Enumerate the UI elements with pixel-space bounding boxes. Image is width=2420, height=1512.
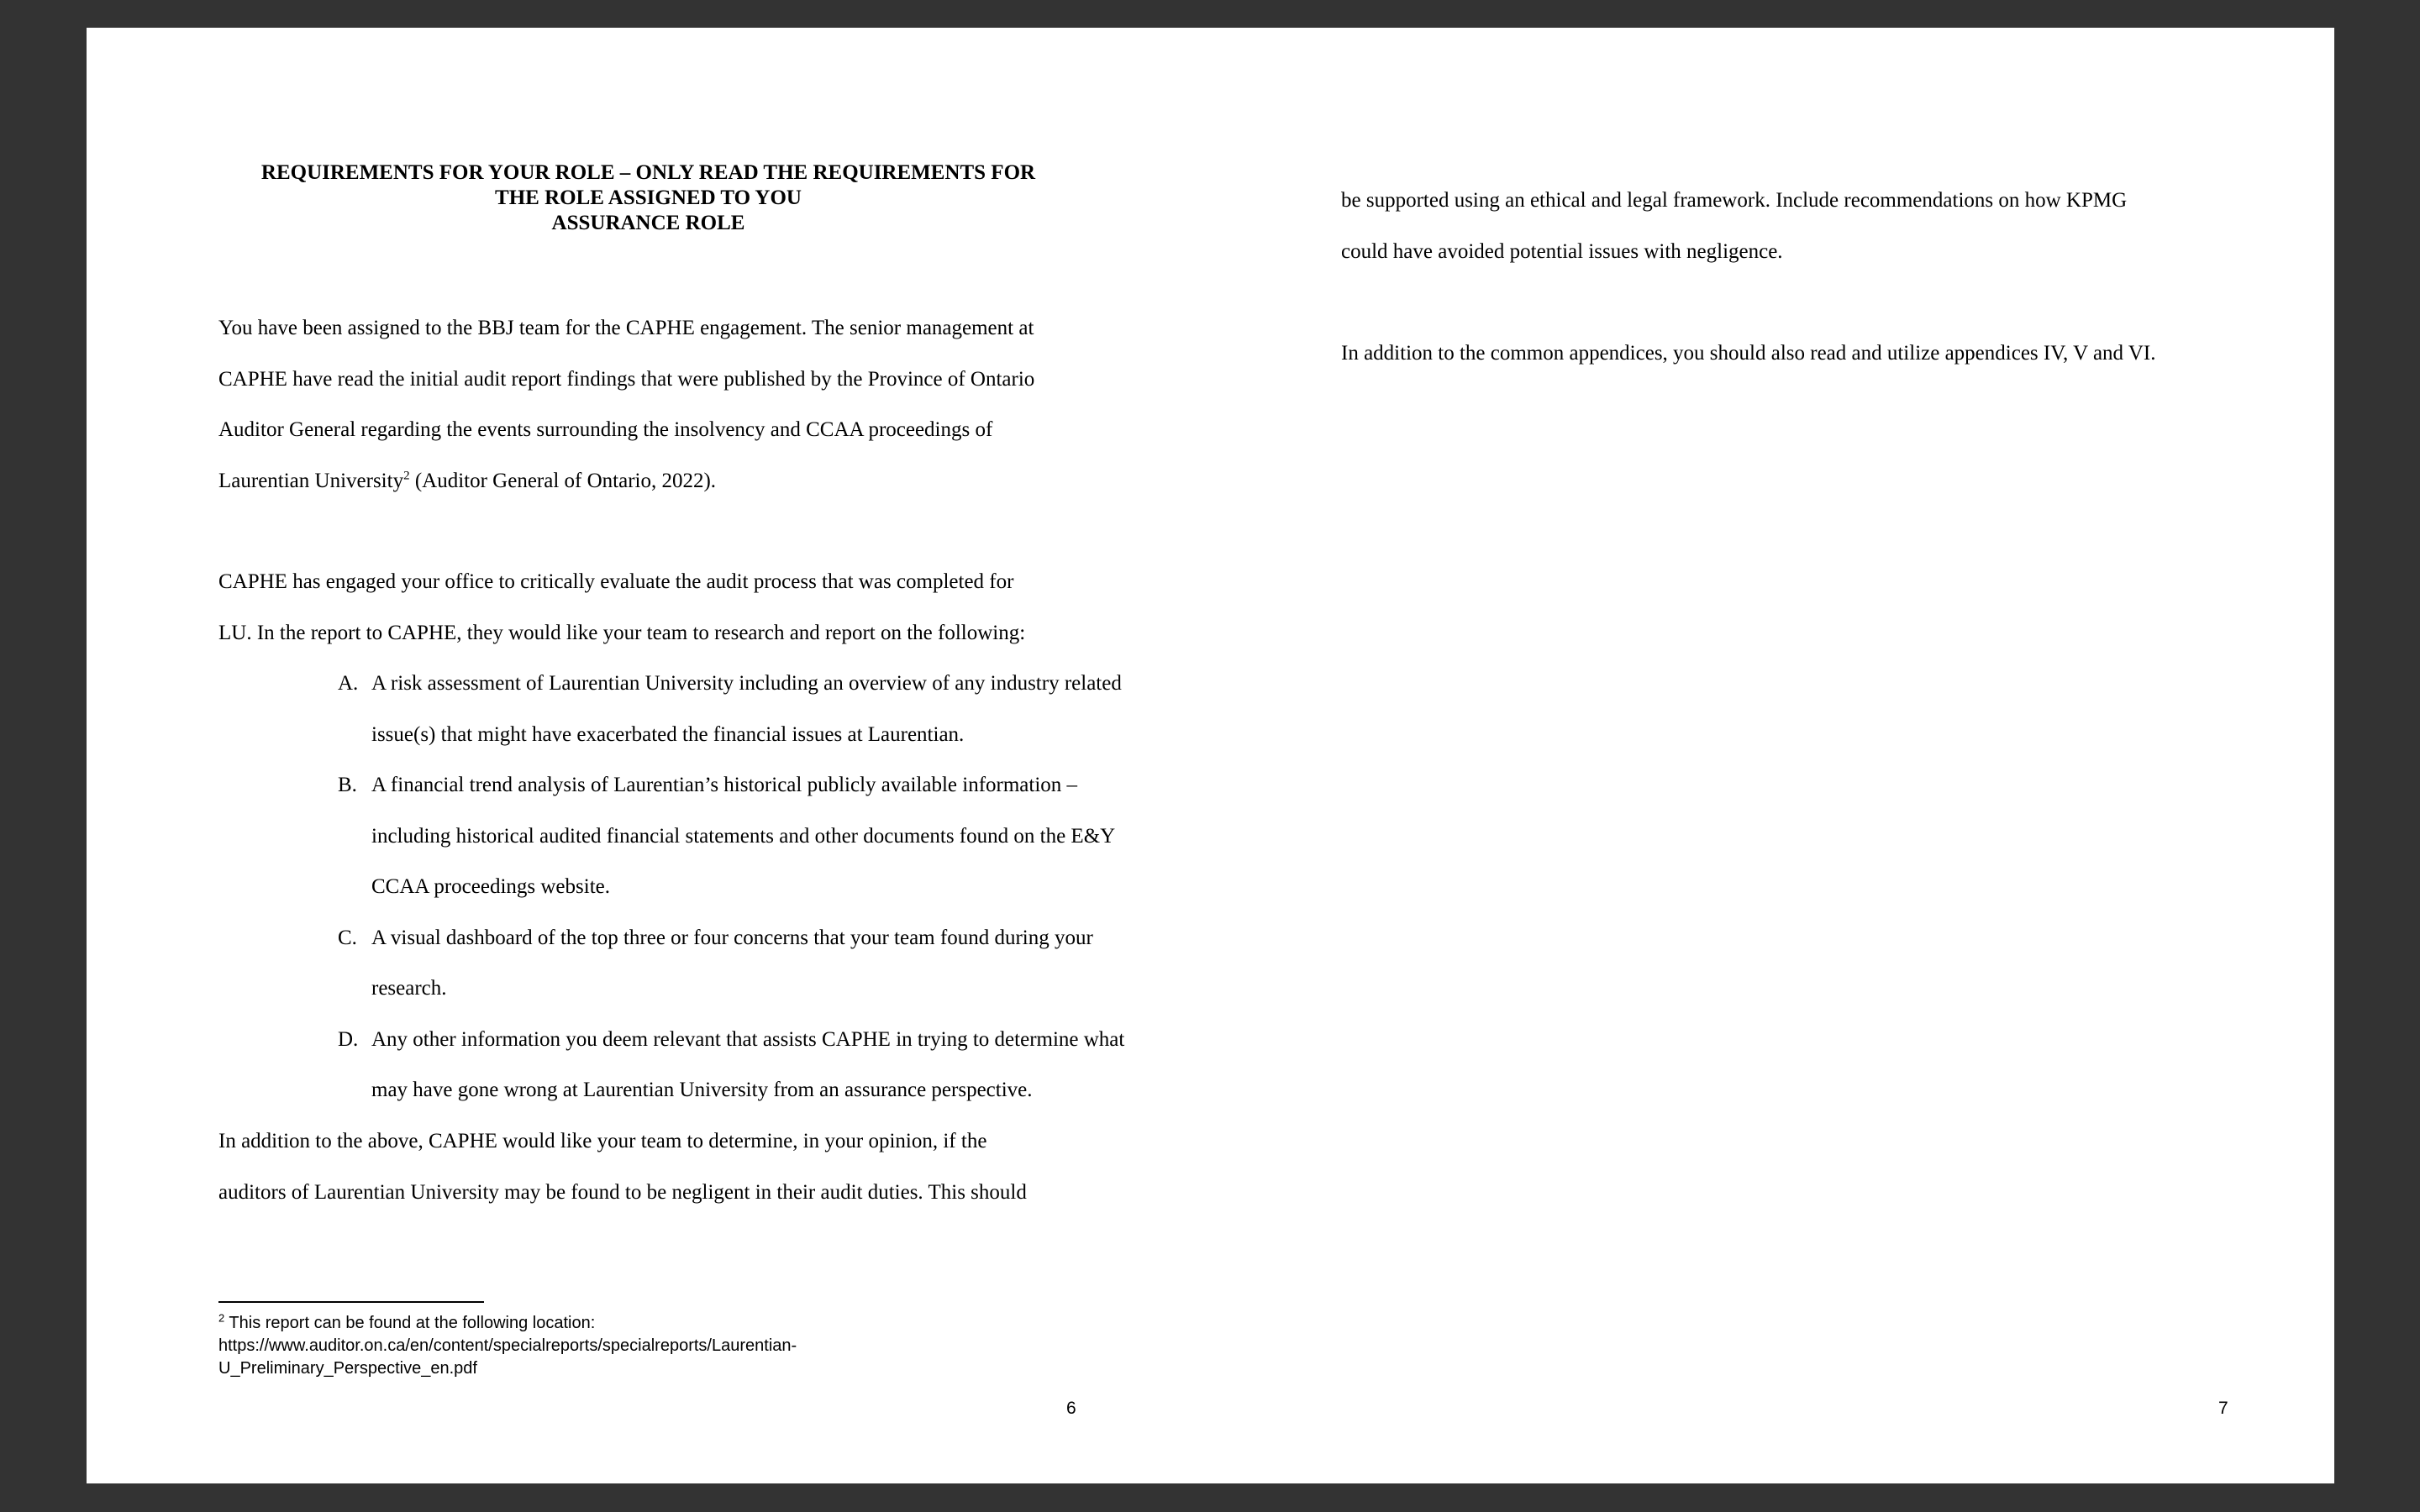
paragraph-negligence xyxy=(218,1116,1176,1218)
text-line: Auditor General regarding the events surrounding the insolvency and CCAA proceedings of xyxy=(218,418,993,441)
page-number: 7 xyxy=(2218,1399,2228,1418)
list-item-text xyxy=(371,1015,1176,1116)
document-spread xyxy=(87,28,2334,1483)
text-line: could have avoided potential issues with negligence. xyxy=(1341,239,1783,263)
text-line: You have been assigned to the BBJ team for the CAPHE engagement. The senior management at xyxy=(218,317,1034,339)
text-line: In addition to the common appendices, you should also read and utilize appendices IV, V and VI. xyxy=(1341,342,2156,365)
text-line: A risk assessment of Laurentian University including an overview of any industry related xyxy=(371,672,1122,695)
list-marker: D. xyxy=(338,1027,359,1051)
list-item xyxy=(218,659,1176,760)
paragraph-continuation xyxy=(1341,176,2299,277)
list-item xyxy=(218,760,1176,913)
text-line: In addition to the above, CAPHE would like your team to determine, in your opinion, if the xyxy=(218,1130,987,1152)
footnote-separator xyxy=(218,1301,484,1303)
text-line: be supported using an ethical and legal framework. Include recommendations on how KPMG xyxy=(1341,189,2128,212)
list-marker: A. xyxy=(338,672,359,695)
list-marker: B. xyxy=(338,774,357,796)
text-line: A visual dashboard of the top three or four concerns that your team found during your xyxy=(371,926,1093,949)
page-6 xyxy=(87,28,1210,1483)
footnote xyxy=(218,1312,975,1380)
text-line: LU. In the report to CAPHE, they would like your team to research and report on the following: xyxy=(218,621,1026,644)
text-line: including historical audited financial statements and other documents found on the E&Y xyxy=(371,824,1116,848)
list-item-text xyxy=(371,913,1176,1015)
text-line: research. xyxy=(371,977,447,1000)
list-item xyxy=(218,1015,1176,1116)
heading-line-3: ASSURANCE ROLE xyxy=(551,212,745,234)
footnote-url-line: U_Preliminary_Perspective_en.pdf xyxy=(218,1359,477,1378)
text-line: CCAA proceedings website. xyxy=(371,875,610,898)
list-item xyxy=(218,913,1176,1015)
text-line: CAPHE has engaged your office to critically evaluate the audit process that was completed for xyxy=(218,570,1014,593)
page-number: 6 xyxy=(1066,1399,1076,1418)
text-line: Any other information you deem relevant that assists CAPHE in trying to determine what xyxy=(371,1027,1125,1051)
paragraph-assignment xyxy=(218,303,1176,507)
heading-line-2: THE ROLE ASSIGNED TO YOU xyxy=(495,186,802,209)
requirements-list xyxy=(218,659,1176,1116)
paragraph-appendices xyxy=(1341,328,2316,380)
text-line: CAPHE have read the initial audit report findings that were published by the Province of Ontario xyxy=(218,367,1035,391)
list-marker: C. xyxy=(338,926,357,949)
heading-line-1: REQUIREMENTS FOR YOUR ROLE – ONLY READ THE REQUIREMENTS FOR xyxy=(260,161,1036,184)
list-item-text xyxy=(371,659,1176,760)
text-line: may have gone wrong at Laurentian University from an assurance perspective. xyxy=(371,1079,1033,1101)
text-line xyxy=(218,456,1176,507)
footnote-reference: 2 xyxy=(403,469,410,483)
paragraph-engagement xyxy=(218,557,1176,659)
footnote-number: 2 xyxy=(218,1311,225,1325)
footnote-text: This report can be found at the following location: xyxy=(224,1314,596,1332)
section-heading xyxy=(218,160,1078,236)
text-line: auditors of Laurentian University may be found to be negligent in their audit duties. This should xyxy=(218,1180,1027,1204)
page-7 xyxy=(1210,28,2334,1483)
list-item-text xyxy=(371,760,1176,913)
text-line: issue(s) that might have exacerbated the financial issues at Laurentian. xyxy=(371,722,965,746)
footnote-url-line: https://www.auditor.on.ca/en/content/specialreports/specialreports/Laurentian- xyxy=(218,1336,797,1355)
text-line: A financial trend analysis of Laurentian’s historical publicly available information – xyxy=(371,774,1078,796)
footnote-line xyxy=(218,1312,975,1335)
text-fragment: Laurentian University xyxy=(218,469,404,492)
text-fragment: (Auditor General of Ontario, 2022). xyxy=(409,469,717,492)
